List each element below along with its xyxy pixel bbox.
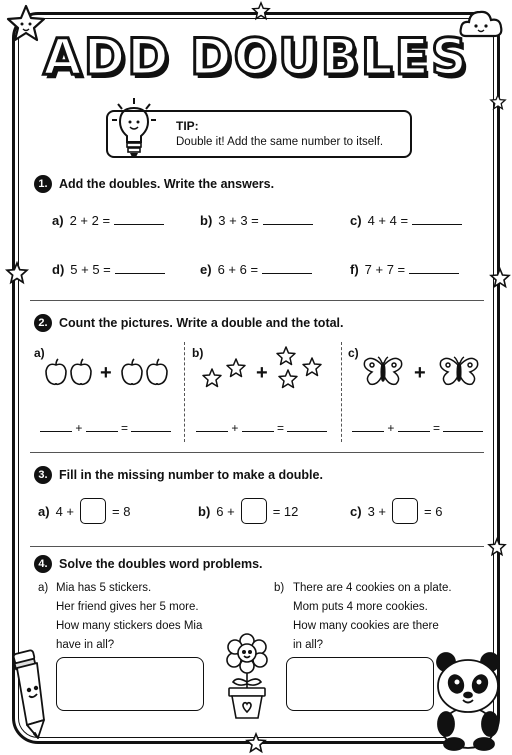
problem-label: b): [200, 213, 213, 228]
section-number: 4.: [34, 555, 52, 573]
section-divider: [30, 546, 484, 547]
word-problem-line: Her friend gives her 5 more.: [56, 601, 199, 613]
section-1-header: [34, 175, 274, 193]
missing-number-b: [198, 498, 298, 524]
problem-1c: [350, 213, 462, 228]
star-icon: [490, 94, 506, 110]
word-problem-a: [56, 579, 202, 655]
word-problem-label: b): [274, 582, 285, 594]
plus-sign: +: [75, 421, 83, 435]
word-problem-line: There are 4 cookies on a plate.: [293, 582, 452, 594]
plus-sign: +: [414, 362, 426, 384]
word-problem-line: How many cookies are there: [293, 620, 439, 632]
answer-blank[interactable]: [114, 213, 164, 225]
apple-icon: [120, 358, 170, 386]
problem-expression: 4 + 4 =: [367, 213, 409, 228]
section-instruction: Add the doubles. Write the answers.: [59, 177, 275, 191]
total-blank[interactable]: [287, 422, 327, 432]
addend-blank[interactable]: [398, 422, 430, 432]
word-problem-line: Mia has 5 stickers.: [56, 582, 152, 594]
star-icon: [274, 346, 326, 392]
missing-number-c: [350, 498, 442, 524]
section-divider: [30, 300, 484, 301]
answer-blank[interactable]: [412, 213, 462, 225]
answer-blank[interactable]: [115, 262, 165, 274]
problem-label: b): [198, 503, 211, 519]
problem-left: 6 +: [216, 503, 235, 519]
tip-text: Double it! Add the same number to itself.: [176, 136, 384, 148]
double-equation-b: [196, 421, 327, 435]
problem-label: a): [52, 213, 64, 228]
section-number: 1.: [34, 175, 52, 193]
butterfly-icon: [438, 356, 480, 388]
problem-right: = 12: [272, 503, 299, 519]
section-3-header: [34, 466, 323, 484]
star-icon: [488, 538, 506, 556]
section-instruction: Fill in the missing number to make a double.: [59, 468, 323, 482]
problem-label: d): [52, 262, 65, 277]
section-number: 3.: [34, 466, 52, 484]
problem-expression: 2 + 2 =: [69, 213, 111, 228]
star-icon: [252, 2, 270, 20]
answer-blank[interactable]: [263, 213, 313, 225]
problem-label: e): [200, 262, 212, 277]
section-4-header: [34, 555, 263, 573]
tip-box: [106, 110, 412, 158]
answer-blank[interactable]: [262, 262, 312, 274]
missing-number-box[interactable]: [241, 498, 267, 524]
missing-number-box[interactable]: [392, 498, 418, 524]
problem-label: a): [38, 503, 50, 519]
star-icon: [202, 355, 250, 393]
item-label: c): [348, 346, 359, 360]
flower-pot-icon: [220, 632, 274, 720]
star-icon: [6, 262, 28, 284]
star-icon: [490, 268, 510, 288]
problem-left: 3 +: [367, 503, 386, 519]
answer-box-b[interactable]: [286, 657, 434, 711]
problem-1e: [200, 262, 312, 277]
page-title-text: ADD DOUBLES: [43, 28, 469, 86]
page-title: [0, 28, 512, 86]
problem-label: c): [350, 213, 362, 228]
word-problem-b: [293, 579, 452, 655]
problem-1a: [52, 213, 164, 228]
problem-1f: [350, 262, 459, 277]
word-problem-line: have in all?: [56, 639, 115, 651]
addend-blank[interactable]: [196, 422, 228, 432]
plus-sign: +: [387, 421, 395, 435]
addend-blank[interactable]: [352, 422, 384, 432]
total-blank[interactable]: [131, 422, 171, 432]
problem-expression: 5 + 5 =: [70, 262, 111, 277]
problem-right: = 6: [424, 503, 443, 519]
plus-sign: +: [231, 421, 239, 435]
missing-number-a: [38, 498, 130, 524]
equals-sign: =: [121, 421, 129, 435]
section-instruction: Solve the doubles word problems.: [59, 557, 263, 571]
problem-label: c): [350, 503, 362, 519]
problem-expression: 6 + 6 =: [217, 262, 259, 277]
addend-blank[interactable]: [40, 422, 72, 432]
section-instruction: Count the pictures. Write a double and the total.: [59, 316, 344, 330]
tip-title: TIP:: [176, 119, 199, 133]
double-equation-a: [40, 421, 171, 435]
answer-box-a[interactable]: [56, 657, 204, 711]
butterfly-icon: [362, 356, 404, 388]
word-problem-label: a): [38, 582, 49, 594]
item-label: a): [34, 346, 45, 360]
missing-number-box[interactable]: [80, 498, 106, 524]
column-divider: [184, 342, 185, 442]
plus-sign: +: [100, 362, 112, 384]
double-equation-c: [352, 421, 483, 435]
word-problem-line: in all?: [293, 639, 324, 651]
addend-blank[interactable]: [86, 422, 118, 432]
section-divider: [30, 452, 484, 453]
equals-sign: =: [277, 421, 285, 435]
section-number: 2.: [34, 314, 52, 332]
pencil-icon: [8, 650, 50, 746]
problem-label: f): [350, 262, 359, 277]
problem-1b: [200, 213, 313, 228]
star-icon: [246, 733, 266, 753]
problem-expression: 7 + 7 =: [364, 262, 406, 277]
equals-sign: =: [433, 421, 441, 435]
total-blank[interactable]: [443, 422, 483, 432]
apple-icon: [44, 358, 94, 386]
section-2-header: [34, 314, 344, 332]
problem-left: 4 +: [55, 503, 74, 519]
plus-sign: +: [256, 362, 268, 384]
problem-1d: [52, 262, 165, 277]
addend-blank[interactable]: [242, 422, 274, 432]
word-problem-line: Mom puts 4 more cookies.: [293, 601, 428, 613]
column-divider: [341, 342, 342, 442]
problem-expression: 3 + 3 =: [218, 213, 259, 228]
answer-blank[interactable]: [409, 262, 459, 274]
item-label: b): [192, 346, 204, 360]
panda-icon: [426, 650, 508, 750]
word-problem-line: How many stickers does Mia: [56, 620, 203, 632]
problem-right: = 8: [112, 503, 131, 519]
